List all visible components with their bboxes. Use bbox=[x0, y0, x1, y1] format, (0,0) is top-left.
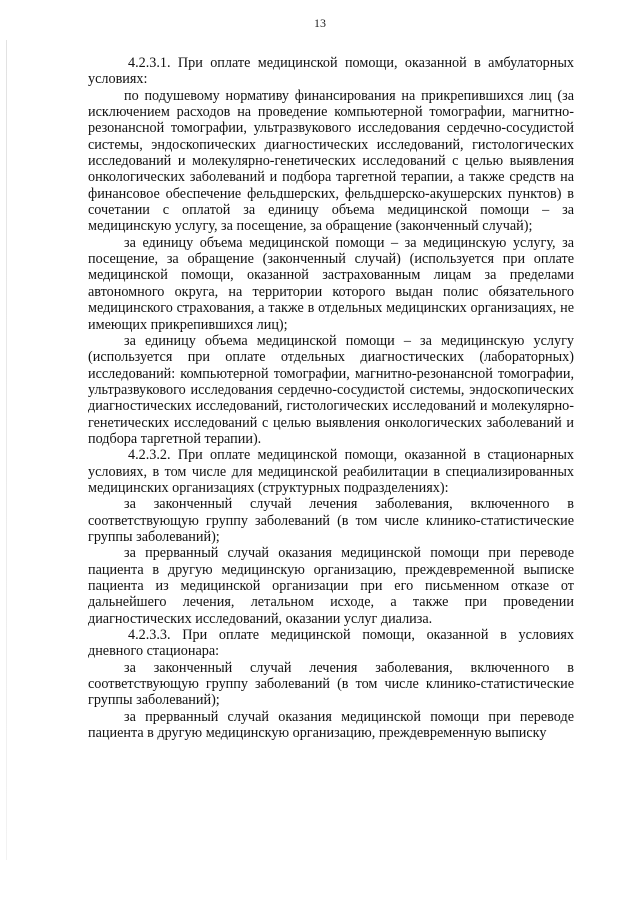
page-number: 13 bbox=[314, 16, 326, 30]
paragraph-interrupted-case-day-hospital: за прерванный случай оказания медицинской помощи при переводе пациента в другую медицинскую организацию, преждевременную выписку bbox=[88, 708, 574, 742]
clause-4-2-3-1-heading: 4.2.3.1. При оплате медицинской помощи, оказанной в амбулаторных условиях: bbox=[88, 55, 574, 88]
document-body bbox=[88, 55, 574, 741]
paragraph-per-capita: по подушевому нормативу финансирования на прикрепившихся лиц (за исключением расходов на проведение компьютерной томографии, магнитно-резонансной томографии, ультразвукового исследования сердечно-сосудистой системы, эндоскопических диагностических исследований, гистологических исследований и молекулярно-генетических исследований с целью выявления онкологических заболеваний и подбора таргетной терапии, а также средств на финансовое обеспечение фельдшерских, фельдшерско-акушерских пунктов) в сочетании с оплатой за единицу объема медицинской помощи – за медицинскую услугу, за посещение, за обращение (законченный случай); bbox=[88, 87, 574, 235]
paragraph-completed-case-day-hospital: за законченный случай лечения заболевания, включенного в соответствующую группу заболеваний (в том числе клинико-статистические группы заболеваний); bbox=[88, 659, 574, 709]
paragraph-unit-volume-service: за единицу объема медицинской помощи – за медицинскую услугу (используется при оплате отдельных диагностических (лабораторных) исследований: компьютерной томографии, магнитно-резонансной томографии, ультразвукового исследования сердечно-сосудистой системы, эндоскопических диагностических исследований, гистологических исследований и молекулярно-генетических исследований с целью выявления онкологических заболеваний и подбора таргетной терапии). bbox=[88, 332, 574, 447]
paragraph-interrupted-case-inpatient: за прерванный случай оказания медицинской помощи при переводе пациента в другую медицинскую организацию, преждевременной выписке пациента из медицинской организации при его письменном отказе от дальнейшего лечения, летальном исходе, а также при проведении диагностических исследований, оказании услуг диализа. bbox=[88, 545, 574, 627]
paragraph-completed-case-inpatient: за законченный случай лечения заболевания, включенного в соответствующую группу заболеваний (в том числе клинико-статистические группы заболеваний); bbox=[88, 496, 574, 545]
clause-4-2-3-2-heading: 4.2.3.2. При оплате медицинской помощи, оказанной в стационарных условиях, в том числе для медицинской реабилитации в специализированных медицинских организациях (структурных подразделениях): bbox=[88, 447, 574, 496]
clause-4-2-3-3-heading: 4.2.3.3. При оплате медицинской помощи, оказанной в условиях дневного стационара: bbox=[88, 627, 574, 660]
paragraph-unit-volume-visit: за единицу объема медицинской помощи – за медицинскую услугу, за посещение, за обращение (законченный случай) (используется при оплате медицинской помощи, оказанной застрахованным лицам за пределами автономного округа, на территории которого выдан полис обязательного медицинского страхования, а также в отдельных медицинских организациях, не имеющих прикрепившихся лиц); bbox=[88, 234, 574, 333]
scan-edge-line bbox=[6, 40, 7, 860]
